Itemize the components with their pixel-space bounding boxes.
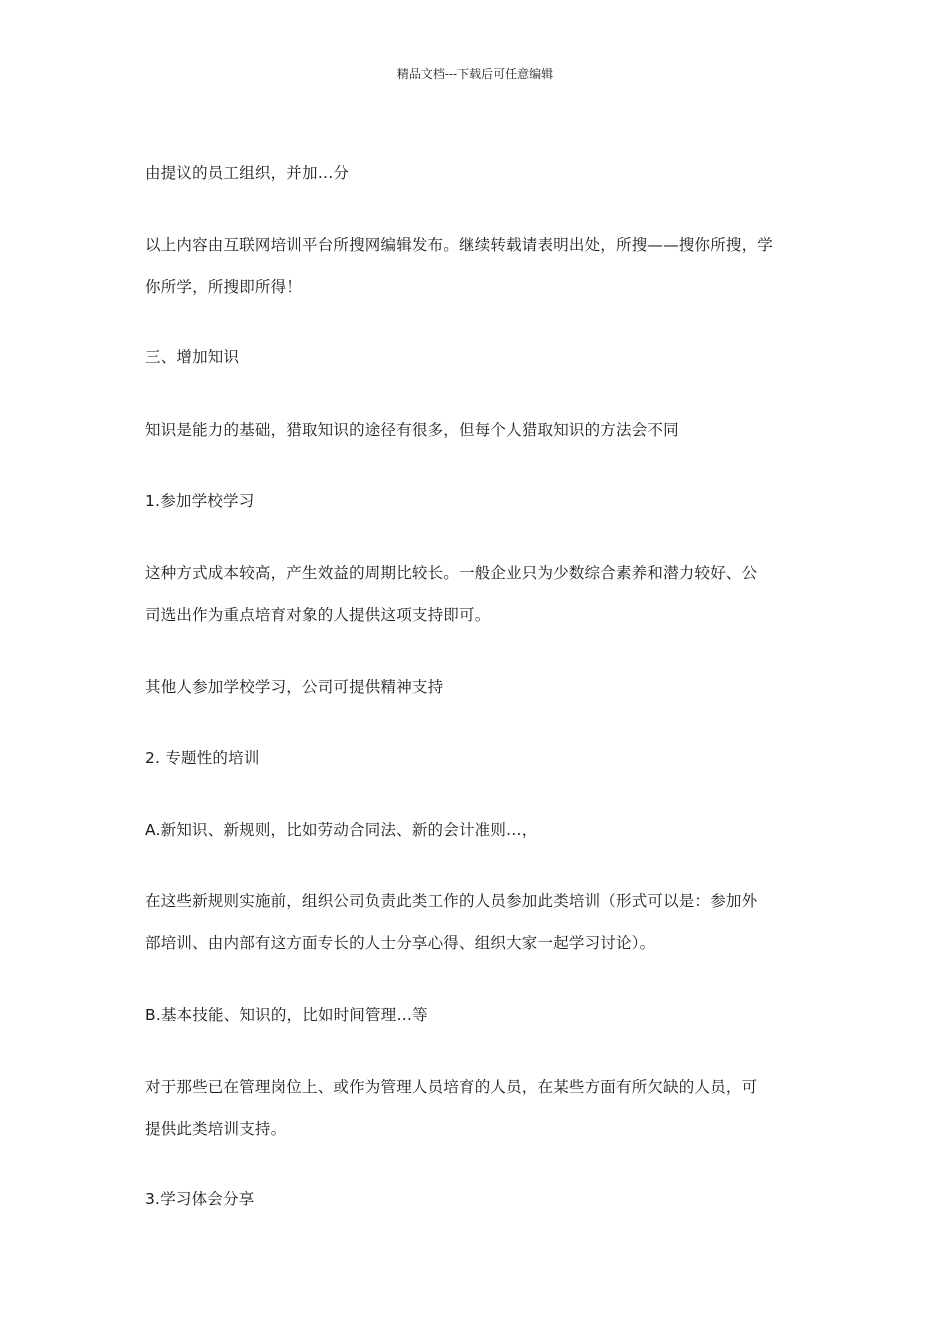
paragraph-line: 部培训、由内部有这方面专长的人士分享心得、组织大家一起学习讨论）。 <box>145 934 656 952</box>
paragraph-line: 提供此类培训支持。 <box>145 1120 287 1138</box>
paragraph-line: B.基本技能、知识的，比如时间管理…等 <box>145 1006 428 1024</box>
subsection-heading: 2. 专题性的培训 <box>145 749 260 767</box>
section-heading: 三、增加知识 <box>145 348 240 366</box>
paragraph-line: 在这些新规则实施前，组织公司负责此类工作的人员参加此类培训（形式可以是：参加外 <box>145 892 758 910</box>
paragraph-line: 以上内容由互联网培训平台所搜网编辑发布。继续转载请表明出处，所搜——搜你所搜，学 <box>145 236 774 254</box>
subsection-heading: 3.学习体会分享 <box>145 1190 255 1208</box>
paragraph-line: 由提议的员工组织，并加…分 <box>145 164 350 182</box>
paragraph-line: 知识是能力的基础，猎取知识的途径有很多，但每个人猎取知识的方法会不同 <box>145 421 679 439</box>
paragraph-line: 对于那些已在管理岗位上、或作为管理人员培育的人员，在某些方面有所欠缺的人员，可 <box>145 1078 758 1096</box>
paragraph-line: 司选出作为重点培育对象的人提供这项支持即可。 <box>145 606 491 624</box>
paragraph-line: A.新知识、新规则，比如劳动合同法、新的会计准则…， <box>145 821 538 839</box>
paragraph-line: 其他人参加学校学习，公司可提供精神支持 <box>145 678 444 696</box>
paragraph-line: 这种方式成本较高，产生效益的周期比较长。一般企业只为少数综合素养和潜力较好、公 <box>145 564 758 582</box>
subsection-heading: 1.参加学校学习 <box>145 492 255 510</box>
page-header: 精品文档---下载后可任意编辑 <box>396 67 554 81</box>
paragraph-line: 你所学，所搜即所得！ <box>145 278 303 296</box>
